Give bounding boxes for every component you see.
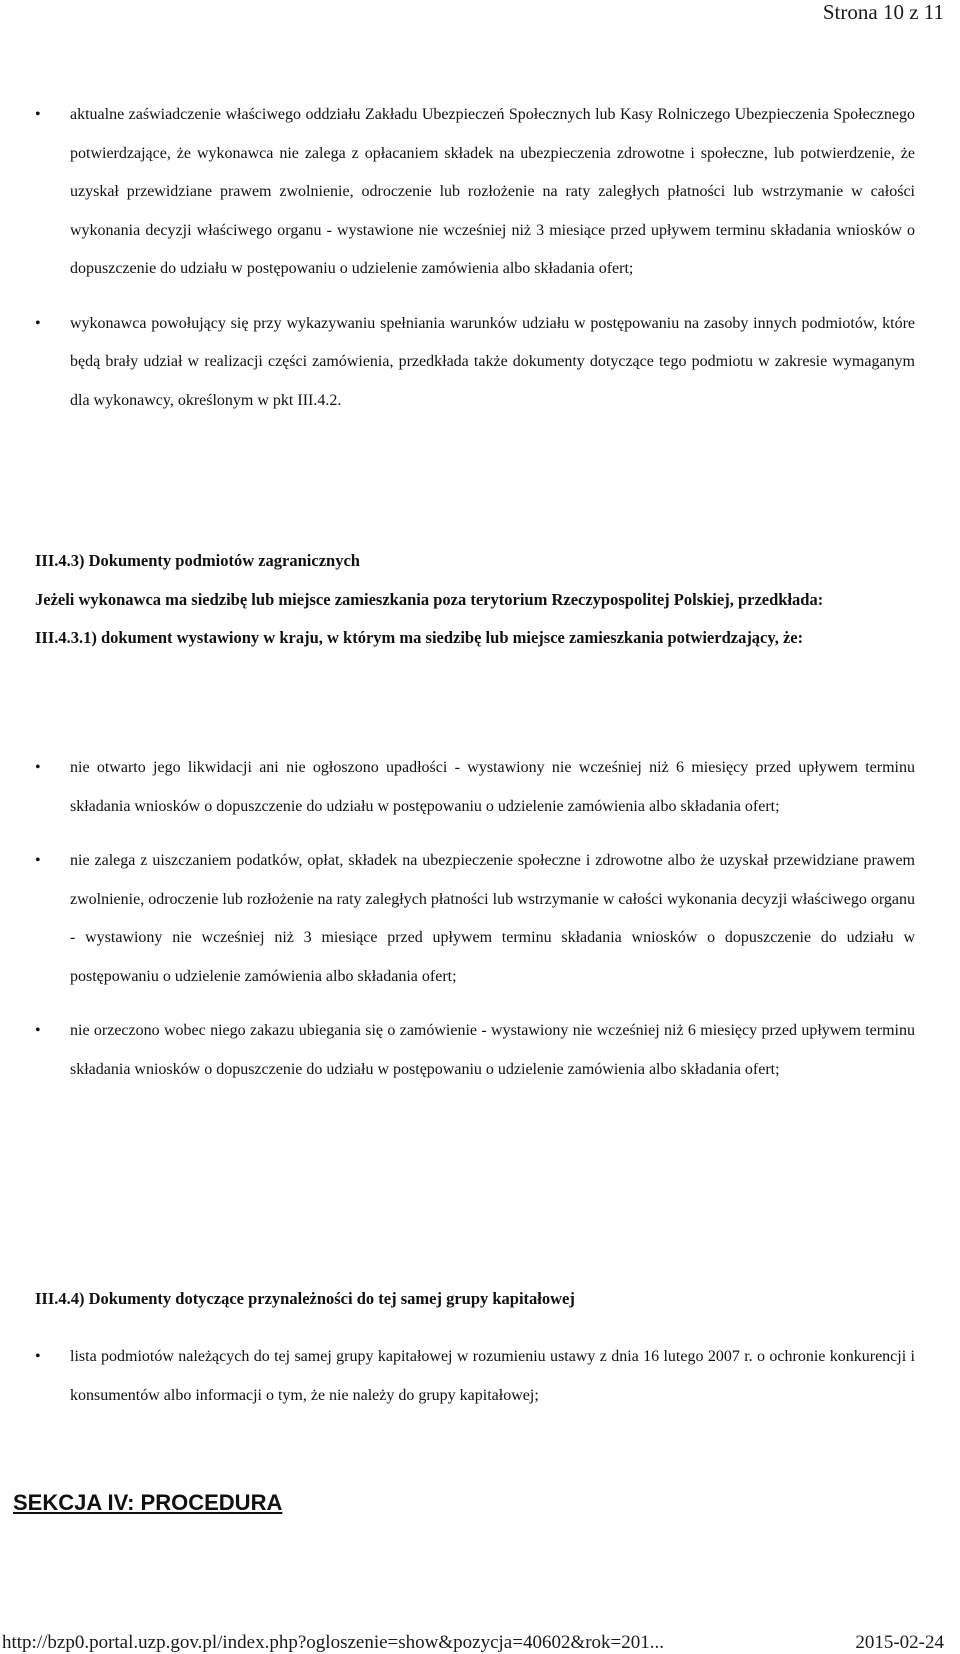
requirements-list-2 <box>35 749 915 1089</box>
list-item <box>35 842 915 996</box>
bullet-icon: • <box>35 1022 41 1039</box>
page-number: Strona 10 z 11 <box>822 0 944 24</box>
list-item <box>35 1338 915 1415</box>
list-item-text: nie otwarto jego likwidacji ani nie ogłoszono upadłości - wystawiony nie wcześniej niż 6 miesięcy przed upływem terminu składania wniosków o dopuszczenie do udziału w postępowaniu o udzielenie zamówienia albo składania ofert; <box>70 759 915 815</box>
list-item-text: lista podmiotów należących do tej samej grupy kapitałowej w rozumieniu ustawy z dnia 16 lutego 2007 r. o ochronie konkurencji i konsumentów albo informacji o tym, że nie należy do grupy kapitałowej; <box>70 1348 915 1404</box>
list-item-text: aktualne zaświadczenie właściwego oddziału Zakładu Ubezpieczeń Społecznych lub Kasy Rolniczego Ubezpieczenia Społecznego potwierdzające, że wykonawca nie zalega z opłacaniem składek na ubezpieczenia zdrowotne i społeczne, lub potwierdzenie, że uzyskał przewidziane prawem zwolnienie, odroczenie lub rozłożenie na raty zaległych płatności lub wstrzymanie w całości wykonania decyzji właściwego organu - wystawione nie wcześniej niż 3 miesiące przed upływem terminu składania wniosków o dopuszczenie do udziału w postępowaniu o udzielenie zamówienia albo składania ofert; <box>70 106 915 277</box>
bullet-icon: • <box>35 106 41 123</box>
bullet-icon: • <box>35 1348 41 1365</box>
list-item-text: nie orzeczono wobec niego zakazu ubiegania się o zamówienie - wystawiony nie wcześniej niż 6 miesięcy przed upływem terminu składania wniosków o dopuszczenie do udziału w postępowaniu o udzielenie zamówienia albo składania ofert; <box>70 1022 915 1078</box>
section-heading: III.4.4) Dokumenty dotyczące przynależności do tej samej grupy kapitałowej <box>35 1289 575 1308</box>
list-item <box>35 305 915 421</box>
page-footer <box>2 1632 944 1654</box>
footer-date: 2015-02-24 <box>855 1632 944 1653</box>
bullet-icon: • <box>35 314 41 332</box>
section-foreign-documents <box>35 542 915 658</box>
list-item-text: wykonawca powołujący się przy wykazywaniu spełniania warunków udziału w postępowaniu na zasoby innych podmiotów, które będą brały udział w realizacji części zamówienia, przedkłada także dokumenty dotyczące tego podmiotu w zakresie wymaganym dla wykonawcy, określonym w pkt III.4.2. <box>70 314 915 409</box>
footer-url: http://bzp0.portal.uzp.gov.pl/index.php?ogloszenie=show&pozycja=40602&rok=201... <box>2 1632 665 1653</box>
section-intro: Jeżeli wykonawca ma siedzibę lub miejsce zamieszkania poza terytorium Rzeczypospolitej Polskiej, przedkłada: <box>35 589 824 609</box>
requirements-list-1 <box>35 96 915 420</box>
section-heading: III.4.3) Dokumenty podmiotów zagranicznych <box>35 551 360 570</box>
section-iv-title: SEKCJA IV: PROCEDURA <box>13 1490 283 1515</box>
list-item <box>35 96 915 289</box>
subsection-heading: III.4.3.1) dokument wystawiony w kraju, w którym ma siedzibę lub miejsce zamieszkania potwierdzający, że: <box>35 628 804 647</box>
list-item <box>35 749 915 826</box>
list-item <box>35 1012 915 1089</box>
section-capital-group <box>35 1280 915 1319</box>
bullet-icon: • <box>35 759 41 776</box>
list-item-text: nie zalega z uiszczaniem podatków, opłat, składek na ubezpieczenie społeczne i zdrowotne albo że uzyskał przewidziane prawem zwolnienie, odroczenie lub rozłożenie na raty zaległych płatności lub wstrzymanie w całości wykonania decyzji właściwego organu - wystawiony nie wcześniej niż 3 miesiące przed upływem terminu składania wniosków o dopuszczenie do udziału w postępowaniu o udzielenie zamówienia albo składania ofert; <box>70 852 915 985</box>
requirements-list-3 <box>35 1338 915 1415</box>
bullet-icon: • <box>35 852 41 869</box>
